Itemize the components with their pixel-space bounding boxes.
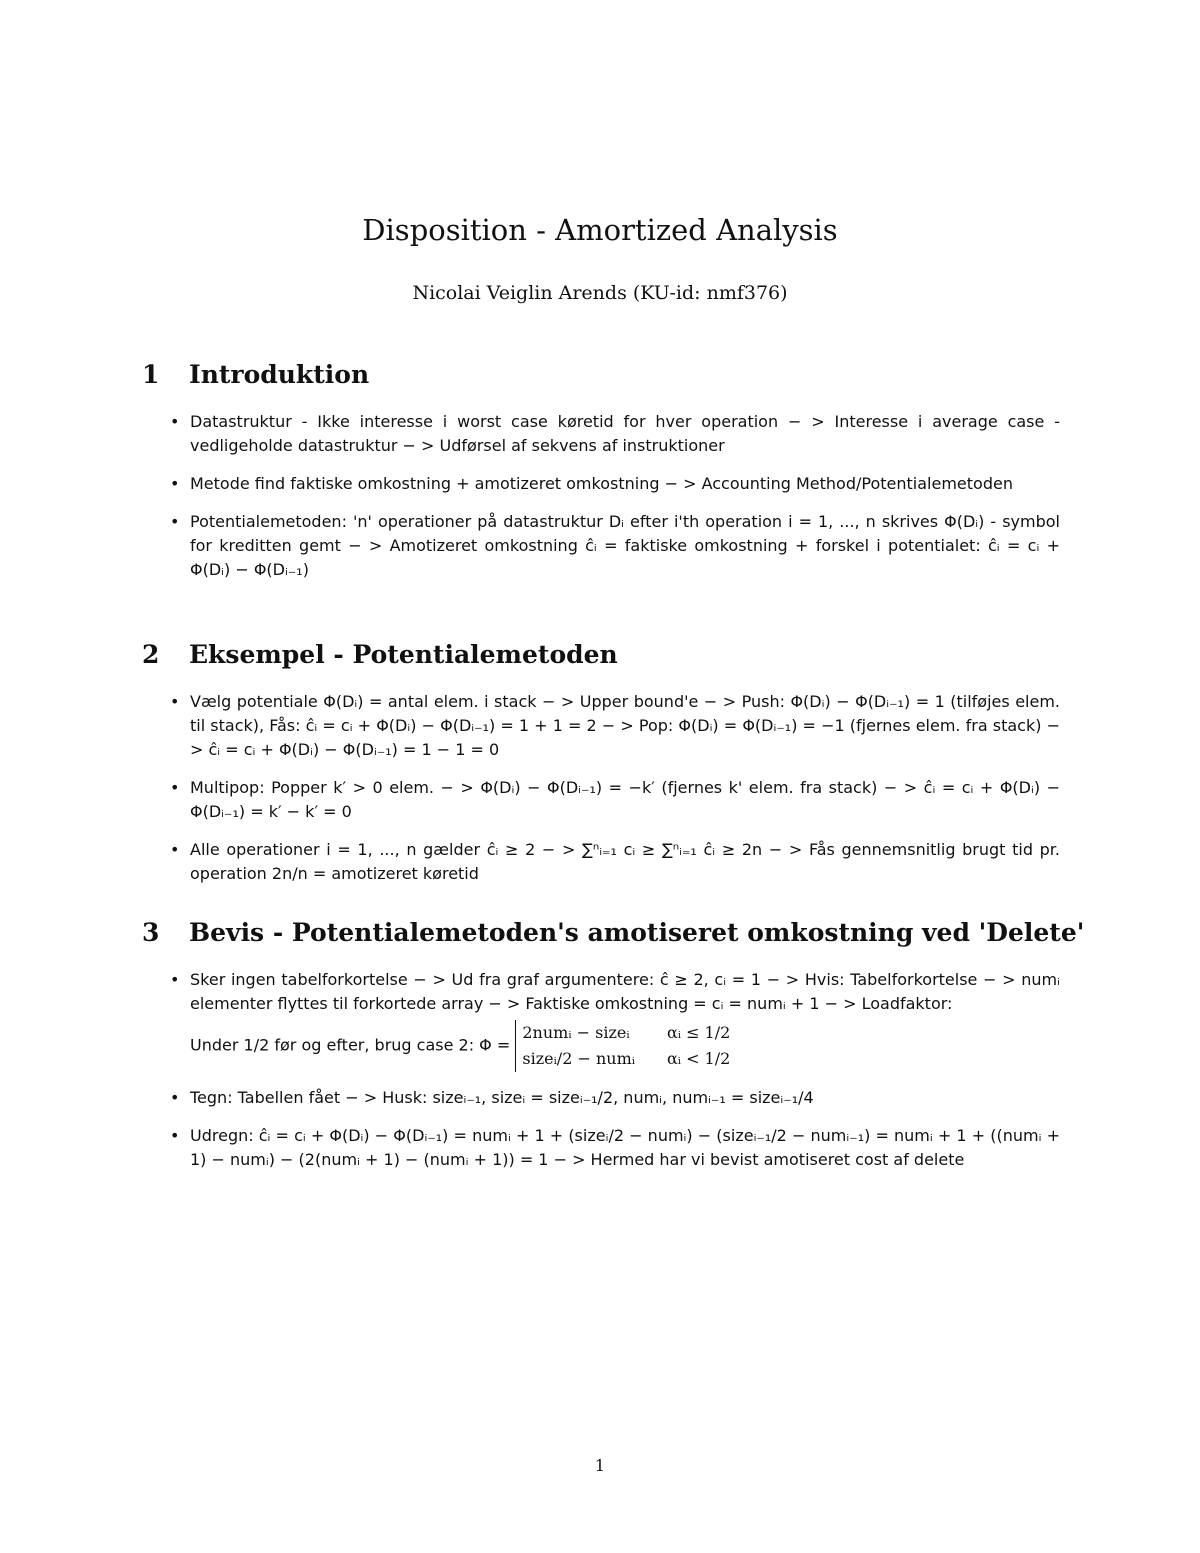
bullet-list bbox=[142, 410, 1072, 582]
list-item: • Udregn: ĉᵢ = cᵢ + Φ(Dᵢ) − Φ(Dᵢ₋₁) = numᵢ + 1 + (sizeᵢ/2 − numᵢ) − (sizeᵢ₋₁/2 − numᵢ₋₁) = numᵢ + 1 + ((numᵢ + 1) − numᵢ) − (2(numᵢ + 1) − (numᵢ + 1)) = 1 − > Hermed har vi bevist amotiseret cost af delete bbox=[142, 1124, 1060, 1172]
case-condition: αᵢ ≤ 1/2 bbox=[666, 1023, 731, 1042]
list-item bbox=[142, 968, 1060, 1072]
list-item: • Tegn: Tabellen fået − > Husk: sizeᵢ₋₁, sizeᵢ = sizeᵢ₋₁/2, numᵢ, numᵢ₋₁ = sizeᵢ₋₁/4 bbox=[142, 1086, 1060, 1110]
list-item: • Multipop: Popper k′ > 0 elem. − > Φ(Dᵢ) − Φ(Dᵢ₋₁) = −k′ (fjernes k' elem. fra stack) − > ĉᵢ = cᵢ + Φ(Dᵢ) − Φ(Dᵢ₋₁) = k′ − k′ = 0 bbox=[142, 776, 1060, 824]
bullet-list bbox=[142, 690, 1072, 886]
page-number: 1 bbox=[594, 1456, 606, 1475]
list-item: • Metode find faktiske omkostning + amotizeret omkostning − > Accounting Method/Potentialemetoden bbox=[142, 472, 1060, 496]
document-author: Nicolai Veiglin Arends (KU-id: nmf376) bbox=[412, 282, 788, 304]
bullet-list bbox=[142, 968, 1072, 1172]
section-number: 2 bbox=[142, 640, 160, 669]
section-title: Bevis - Potentialemetoden's amotiseret omkostning ved 'Delete' bbox=[189, 918, 1085, 947]
case-condition: αᵢ < 1/2 bbox=[666, 1049, 731, 1068]
section-title: Introduktion bbox=[189, 360, 370, 389]
section-heading bbox=[142, 918, 1085, 948]
piecewise-cases bbox=[515, 1020, 730, 1072]
list-item-text: Sker ingen tabelforkortelse − > Ud fra graf argumentere: ĉ ≥ 2, cᵢ = 1 − > Hvis: Tabelforkortelse − > numᵢ elementer flyttes til forkortede array − > Faktiske omkostning = cᵢ = numᵢ + 1 − > Loadfaktor: bbox=[190, 970, 1060, 1013]
section-heading bbox=[142, 360, 1072, 390]
piecewise-definition bbox=[190, 1020, 1060, 1072]
case-expression: sizeᵢ/2 − numᵢ bbox=[522, 1049, 635, 1068]
piecewise-label: Under 1/2 før og efter, brug case 2: Φ = bbox=[190, 1035, 511, 1055]
list-item: • Vælg potentiale Φ(Dᵢ) = antal elem. i stack − > Upper bound'e − > Push: Φ(Dᵢ) − Φ(Dᵢ₋₁) = 1 (tilføjes elem. til stack), Fås: ĉᵢ = cᵢ + Φ(Dᵢ) − Φ(Dᵢ₋₁) = 1 + 1 = 2 − > Pop: Φ(Dᵢ) = Φ(Dᵢ₋₁) = −1 (fjernes elem. fra stack) − > ĉᵢ = cᵢ + Φ(Dᵢ) − Φ(Dᵢ₋₁) = 1 − 1 = 0 bbox=[142, 690, 1060, 762]
list-item: • Potentialemetoden: 'n' operationer på datastruktur Dᵢ efter i'th operation i = 1, ..., n skrives Φ(Dᵢ) - symbol for kreditten gemt − > Amotizeret omkostning ĉᵢ = faktiske omkostning + forskel i potentialet: ĉᵢ = cᵢ + Φ(Dᵢ) − Φ(Dᵢ₋₁) bbox=[142, 510, 1060, 582]
list-item: • Datastruktur - Ikke interesse i worst case køretid for hver operation − > Interesse i average case - vedligeholde datastruktur − > Udførsel af sekvens af instruktioner bbox=[142, 410, 1060, 458]
case-expression: 2numᵢ − sizeᵢ bbox=[522, 1023, 630, 1042]
section-number: 3 bbox=[142, 918, 160, 947]
document-title: Disposition - Amortized Analysis bbox=[362, 213, 838, 247]
section-heading bbox=[142, 640, 1072, 670]
section-bevis bbox=[142, 918, 1085, 1172]
section-title: Eksempel - Potentialemetoden bbox=[189, 640, 618, 669]
section-eksempel bbox=[142, 640, 1072, 886]
section-introduktion bbox=[142, 360, 1072, 582]
section-number: 1 bbox=[142, 360, 160, 389]
list-item: • Alle operationer i = 1, ..., n gælder ĉᵢ ≥ 2 − > ∑ⁿᵢ₌₁ cᵢ ≥ ∑ⁿᵢ₌₁ ĉᵢ ≥ 2n − > Fås gennemsnitlig brugt tid pr. operation 2n/n = amotizeret køretid bbox=[142, 838, 1060, 886]
